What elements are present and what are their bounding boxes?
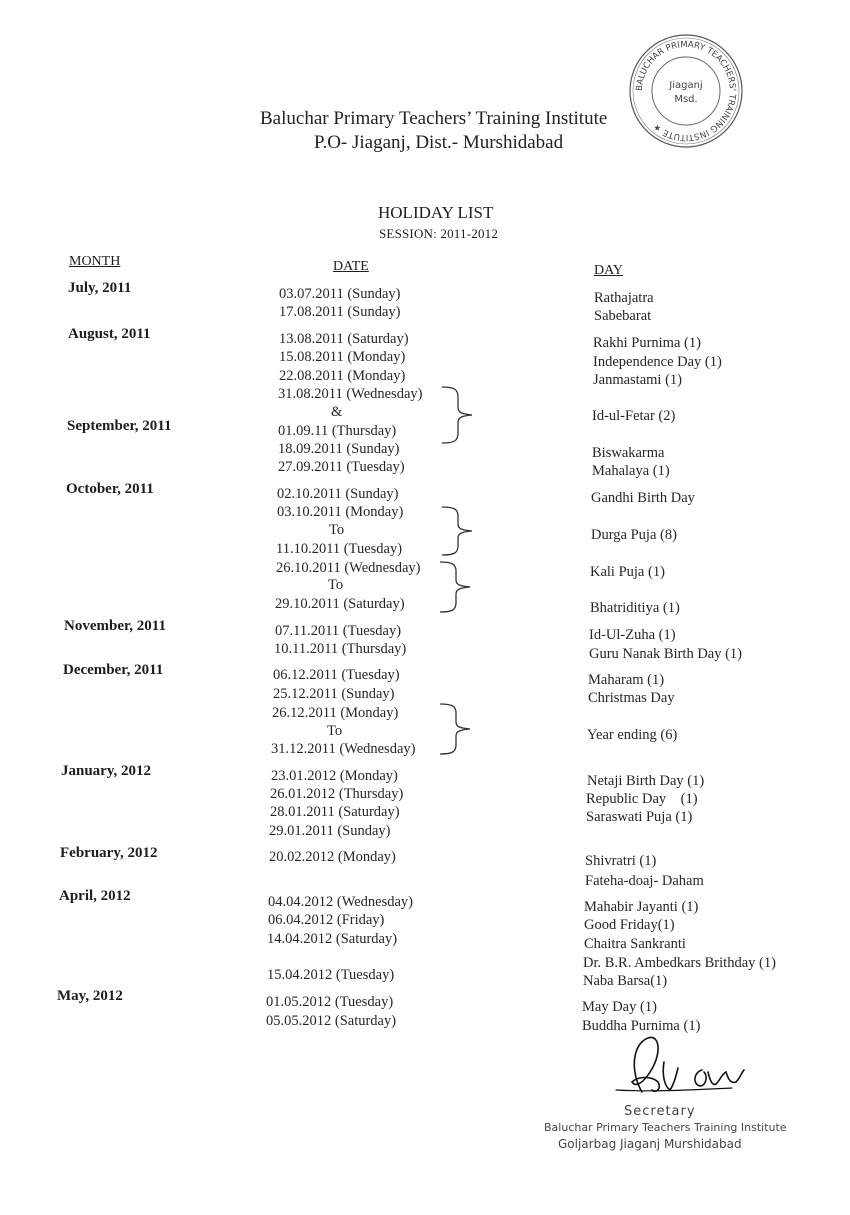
- bracket-icon: [438, 702, 478, 756]
- institute-stamp: [628, 33, 744, 149]
- holiday-name: Year ending (6): [587, 727, 678, 743]
- date-connector: &: [331, 404, 343, 420]
- month-label: November, 2011: [64, 618, 166, 634]
- holiday-name: Guru Nanak Birth Day (1): [589, 646, 743, 662]
- date-entry: 20.02.2012 (Monday): [269, 849, 396, 865]
- month-label: August, 2011: [68, 326, 151, 342]
- signature-institute: Baluchar Primary Teachers Training Institute: [544, 1121, 787, 1134]
- holiday-name: Biswakarma: [592, 445, 665, 461]
- date-connector: To: [328, 577, 344, 593]
- holiday-name: Fateha-doaj- Daham: [585, 873, 704, 889]
- holiday-name: Durga Puja (8): [591, 527, 677, 543]
- date-entry: 06.12.2011 (Tuesday): [273, 667, 400, 683]
- holiday-name: Shivratri (1): [585, 853, 657, 869]
- date-entry: 15.04.2012 (Tuesday): [267, 967, 395, 983]
- date-entry: 22.08.2011 (Monday): [279, 368, 406, 384]
- holiday-name: Netaji Birth Day (1): [587, 773, 705, 789]
- holiday-name: Christmas Day: [588, 690, 675, 706]
- date-entry: 10.11.2011 (Thursday): [274, 641, 407, 657]
- holiday-name: Id-Ul-Zuha (1): [589, 627, 676, 643]
- holiday-name: Saraswati Puja (1): [586, 809, 693, 825]
- holiday-name: Rathajatra: [594, 290, 654, 306]
- signature-address: Goljarbag Jiaganj Murshidabad: [558, 1137, 742, 1151]
- holiday-name: Dr. B.R. Ambedkars Brithday (1): [583, 955, 776, 971]
- date-entry: 26.01.2012 (Thursday): [270, 786, 404, 802]
- month-label: February, 2012: [60, 845, 158, 861]
- institute-address: P.O- Jiaganj, Dist.- Murshidabad: [314, 132, 564, 153]
- date-entry: 17.08.2011 (Sunday): [279, 304, 401, 320]
- holiday-name: Sabebarat: [594, 308, 652, 324]
- date-entry: 26.12.2011 (Monday): [272, 705, 399, 721]
- date-entry: 25.12.2011 (Sunday): [273, 686, 395, 702]
- date-entry: 06.04.2012 (Friday): [268, 912, 385, 928]
- stamp-center-line2: Msd.: [674, 94, 698, 105]
- bracket-icon: [440, 505, 480, 557]
- month-label: April, 2012: [59, 888, 131, 904]
- date-entry: 29.10.2011 (Saturday): [275, 596, 405, 612]
- holiday-name: Buddha Purnima (1): [582, 1018, 701, 1034]
- session-label: SESSION: 2011-2012: [379, 226, 499, 241]
- institute-name: Baluchar Primary Teachers’ Training Institute: [260, 108, 608, 129]
- holiday-name: Bhatriditiya (1): [590, 600, 680, 616]
- date-entry: 02.10.2011 (Sunday): [277, 486, 399, 502]
- date-column-header: DATE: [333, 259, 369, 274]
- holiday-name: Mahalaya (1): [592, 463, 670, 479]
- date-entry: 07.11.2011 (Tuesday): [275, 623, 402, 639]
- date-entry: 01.09.11 (Thursday): [278, 423, 397, 439]
- secretary-signature: [612, 1032, 762, 1102]
- bracket-icon: [440, 385, 480, 445]
- date-entry: 01.05.2012 (Tuesday): [266, 994, 394, 1010]
- date-connector: To: [327, 723, 343, 739]
- month-label: October, 2011: [66, 481, 154, 497]
- holiday-name: Mahabir Jayanti (1): [584, 899, 699, 915]
- date-entry: 15.08.2011 (Monday): [279, 349, 406, 365]
- date-entry: 18.09.2011 (Sunday): [278, 441, 400, 457]
- signature-designation: Secretary: [624, 1104, 696, 1119]
- date-entry: 27.09.2011 (Tuesday): [278, 459, 405, 475]
- holiday-name: Id-ul-Fetar (2): [592, 408, 676, 424]
- holiday-name: Republic Day (1): [586, 791, 698, 807]
- month-label: January, 2012: [61, 763, 152, 779]
- stamp-center-line1: Jiaganj: [669, 80, 703, 91]
- date-entry: 13.08.2011 (Saturday): [279, 331, 409, 347]
- date-entry: 31.08.2011 (Wednesday): [278, 386, 423, 402]
- holiday-name: Chaitra Sankranti: [584, 936, 686, 952]
- date-entry: 03.10.2011 (Monday): [277, 504, 404, 520]
- date-entry: 04.04.2012 (Wednesday): [268, 894, 414, 910]
- date-entry: 03.07.2011 (Sunday): [279, 286, 401, 302]
- holiday-name: Kali Puja (1): [590, 564, 665, 580]
- holiday-name: Naba Barsa(1): [583, 973, 668, 989]
- date-entry: 31.12.2011 (Wednesday): [271, 741, 416, 757]
- stamp-ring-text: BALUCHAR PRIMARY TEACHERS' TRAINING INSTITUTE ★: [634, 39, 738, 143]
- month-column-header: MONTH: [69, 254, 121, 269]
- holiday-name: Gandhi Birth Day: [591, 490, 695, 506]
- month-label: July, 2011: [68, 280, 132, 296]
- date-entry: 14.04.2012 (Saturday): [267, 931, 398, 947]
- page-title: HOLIDAY LIST: [378, 203, 494, 222]
- date-entry: 26.10.2011 (Wednesday): [276, 560, 421, 576]
- bracket-icon: [438, 560, 478, 614]
- date-connector: To: [329, 522, 345, 538]
- date-entry: 28.01.2011 (Saturday): [270, 804, 400, 820]
- holiday-name: Rakhi Purnima (1): [593, 335, 701, 351]
- date-entry: 23.01.2012 (Monday): [271, 768, 398, 784]
- date-entry: 11.10.2011 (Tuesday): [276, 541, 403, 557]
- holiday-name: Good Friday(1): [584, 917, 675, 933]
- holiday-name: Janmastami (1): [593, 372, 682, 388]
- day-column-header: DAY: [594, 263, 624, 278]
- holiday-name: May Day (1): [582, 999, 657, 1015]
- holiday-name: Maharam (1): [588, 672, 665, 688]
- date-entry: 29.01.2011 (Sunday): [269, 823, 391, 839]
- holiday-name: Independence Day (1): [593, 354, 722, 370]
- month-label: September, 2011: [67, 418, 172, 434]
- month-label: December, 2011: [63, 662, 164, 678]
- date-entry: 05.05.2012 (Saturday): [266, 1013, 397, 1029]
- month-label: May, 2012: [57, 988, 123, 1004]
